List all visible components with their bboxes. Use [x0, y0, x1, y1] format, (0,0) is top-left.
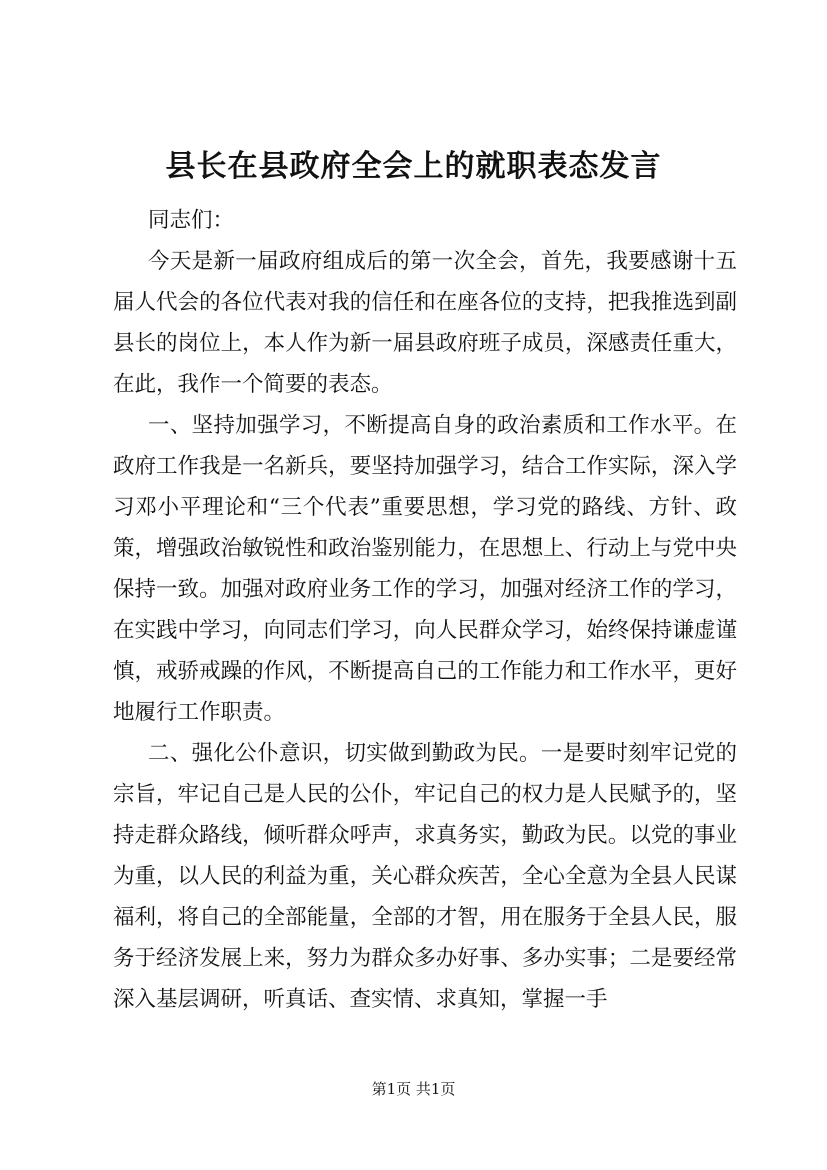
paragraph-intro: 今天是新一届政府组成后的第一次全会，首先，我要感谢十五届人代会的各位代表对我的信任和在座各位的支持，把我推选到副县长的岗位上，本人作为新一届县政府班子成员，深感责任重大，在此，我作一个简要的表态。 — [113, 249, 737, 397]
document-body — [113, 200, 737, 1020]
salutation: 同志们： — [148, 208, 235, 233]
paragraph-section-two: 二、强化公仆意识，切实做到勤政为民。一是要时刻牢记党的宗旨，牢记自己是人民的公仆，牢记自己的权力是人民赋予的，坚持走群众路线，倾听群众呼声，求真务实，勤政为民。以党的事业为重，以人民的利益为重，关心群众疾苦，全心全意为全县人民谋福利，将自己的全部能量，全部的才智，用在服务于全县人民，服务于经济发展上来，努力为群众多办好事、多办实事；二是要经常深入基层调研，听真话、查实情、求真知，掌握一手 — [113, 741, 737, 1012]
document-title: 县长在县政府全会上的就职表态发言 — [165, 149, 662, 184]
page-footer: 第1页 共1页 — [371, 1080, 456, 1098]
paragraph-section-one: 一、坚持加强学习，不断提高自身的政治素质和工作水平。在政府工作我是一名新兵，要坚持加强学习，结合工作实际，深入学习邓小平理论和“三个代表”重要思想，学习党的路线、方针、政策，增强政治敏锐性和政治鉴别能力，在思想上、行动上与党中央保持一致。加强对政府业务工作的学习，加强对经济工作的学习，在实践中学习，向同志们学习，向人民群众学习，始终保持谦虚谨慎，戒骄戒躁的作风，不断提高自己的工作能力和工作水平，更好地履行工作职责。 — [113, 413, 737, 725]
